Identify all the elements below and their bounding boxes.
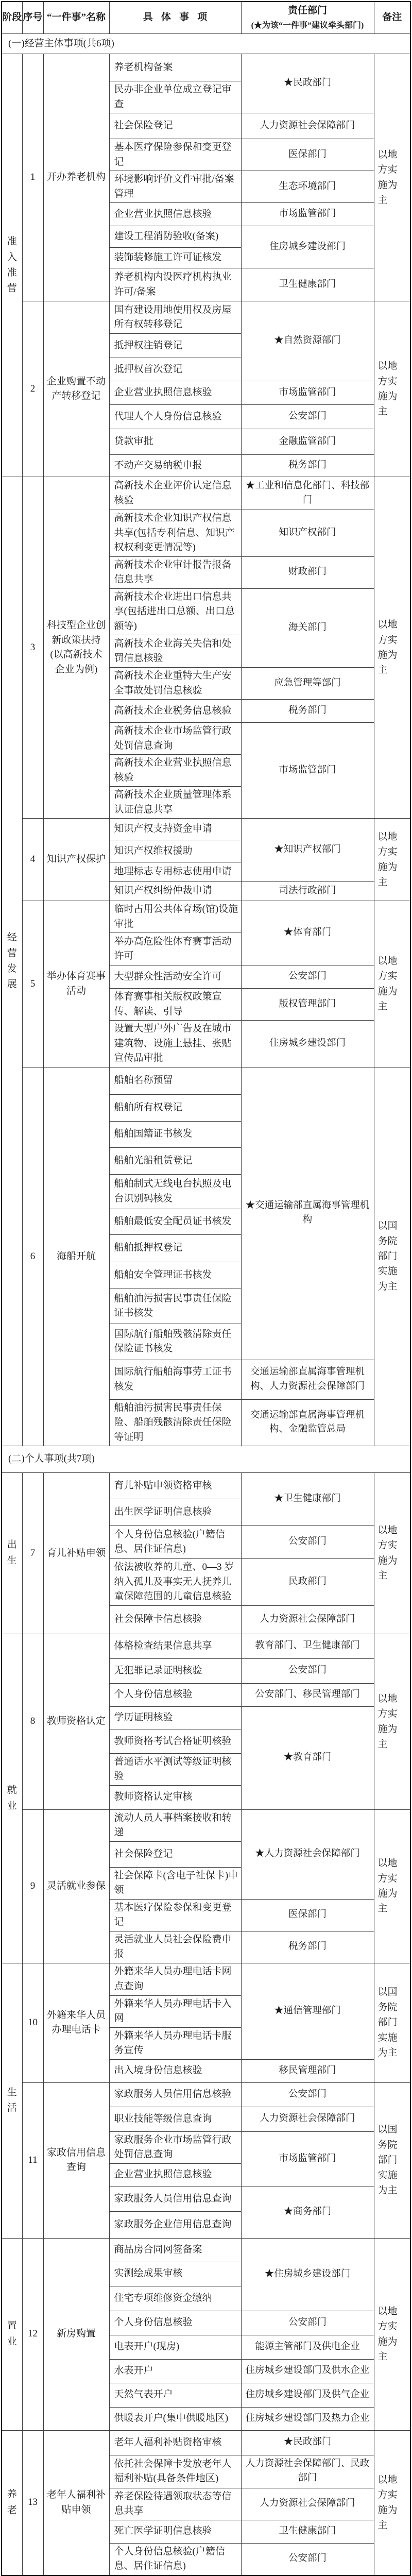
item-cell: 地理标志专用标志使用申请	[109, 862, 241, 882]
name-cell: 企业购置不动产转移登记	[43, 301, 109, 477]
seq-cell: 10	[22, 1963, 43, 2082]
dept-cell: 住房城乡建设部门及供气企业	[241, 2383, 374, 2407]
item-cell: 普通话水平测试等级证明核验	[109, 1753, 241, 1785]
header-dept	[241, 2, 374, 34]
seq-cell: 9	[22, 1809, 43, 1963]
name-cell: 家政信用信息查询	[43, 2082, 109, 2238]
stage-label: 置业	[7, 2320, 17, 2347]
name-cell: 海船开航	[43, 1067, 109, 1446]
dept-cell: 公安部门	[241, 2543, 374, 2575]
item-cell: 国有建设用地使用权及房屋所有权转移登记	[109, 301, 241, 334]
item-row	[2, 2238, 410, 2262]
dept-cell: 金融监管部门	[241, 429, 374, 455]
item-cell: 外籍来华人员办理电话卡入网	[109, 1995, 241, 2027]
dept-cell: 司法行政部门	[241, 882, 374, 901]
section-row	[2, 34, 410, 54]
seq-cell: 3	[22, 477, 43, 819]
dept-cell: 医保部门	[241, 139, 374, 171]
one-thing-matters-table	[1, 1, 411, 2576]
stage-label: 出生	[7, 1539, 17, 1566]
item-cell: 建设工程消防验收(备案)	[109, 226, 241, 248]
item-cell: 老年人福利补贴资格审核	[109, 2430, 241, 2455]
header-name: “一件事”名称	[43, 2, 109, 34]
item-cell: 船舶油污损害民事责任保险证书核发	[109, 1289, 241, 1324]
stage-label: 准入准营	[7, 236, 17, 294]
name-cell: 科技型企业创新政策扶持(以高新技术企业为例)	[43, 477, 109, 819]
dept-cell: 住房城乡建设部门及供水企业	[241, 2359, 374, 2383]
header-stage: 阶段	[2, 2, 22, 34]
item-cell: 高新技术企业审计报告报备信息共享	[109, 556, 241, 588]
dept-cell: ★住房城乡建设部门	[241, 2238, 374, 2311]
item-cell: 船舶名称预留	[109, 1067, 241, 1094]
item-cell: 知识产权支持资金申请	[109, 819, 241, 840]
item-cell: 企业营业执照信息核验	[109, 2163, 241, 2187]
remark-cell: 以地方实施为主	[374, 819, 410, 901]
item-cell: 船舶所有权登记	[109, 1094, 241, 1121]
dept-cell: 应急管理等部门	[241, 668, 374, 700]
dept-cell: 住房城乡建设部门	[241, 1021, 374, 1067]
item-cell: 国际航行船舶海事劳工证书核发	[109, 1360, 241, 1399]
item-cell: 无犯罪记录证明核验	[109, 1658, 241, 1683]
dept-cell: 能源主管部门及供电企业	[241, 2335, 374, 2359]
item-cell: 供暖表开户(集中供暖地区)	[109, 2407, 241, 2430]
item-cell: 商品房合同网签备案	[109, 2238, 241, 2262]
dept-cell: ★知识产权部门	[241, 819, 374, 882]
item-cell: 船舶最低安全配员证书核发	[109, 1209, 241, 1234]
item-cell: 贷款审批	[109, 429, 241, 455]
dept-cell: ★卫生健康部门	[241, 1473, 374, 1526]
item-row	[2, 901, 410, 933]
item-cell: 代理人个人身份信息核验	[109, 405, 241, 429]
item-cell: 船舶制式无线电台执照及电台识别码核发	[109, 1174, 241, 1209]
item-cell: 知识产权维权援助	[109, 840, 241, 862]
dept-cell: 生态环境部门	[241, 171, 374, 203]
dept-cell: 人力资源社会保障部门、民政部门	[241, 2455, 374, 2488]
seq-cell: 4	[22, 819, 43, 901]
dept-cell: 公安部门	[241, 965, 374, 989]
item-cell: 天然气表开户	[109, 2383, 241, 2407]
dept-cell: 教育部门、卫生健康部门	[241, 1634, 374, 1658]
seq-cell: 2	[22, 301, 43, 477]
dept-cell: 版权管理部门	[241, 989, 374, 1021]
dept-cell: 税务部门	[241, 455, 374, 477]
item-cell: 外籍来华人员办理电话卡网点查询	[109, 1963, 241, 1995]
item-cell: 死亡医学证明信息核验	[109, 2520, 241, 2543]
remark-cell: 以国务院部门实施为主	[374, 1963, 410, 2082]
stage-cell	[2, 2430, 22, 2575]
dept-cell: 税务部门	[241, 700, 374, 723]
item-cell: 高新技术企业税务信息核验	[109, 700, 241, 723]
item-cell: 外籍来华人员办理电话卡服务宣传	[109, 2027, 241, 2059]
item-row	[2, 54, 410, 81]
stage-cell	[2, 1473, 22, 1634]
item-cell: 举办高危险性体育赛事活动许可	[109, 933, 241, 965]
name-cell: 新房购置	[43, 2238, 109, 2430]
seq-cell: 13	[22, 2430, 43, 2575]
dept-cell: 财政部门	[241, 556, 374, 588]
stage-label: 养老	[7, 2489, 17, 2516]
item-cell: 流动人员人事档案接收和转递	[109, 1809, 241, 1841]
item-cell: 抵押权首次登记	[109, 358, 241, 381]
item-cell: 民办非企业单位成立登记审查	[109, 81, 241, 113]
dept-cell: 海关部门	[241, 588, 374, 668]
item-cell: 不动产交易纳税申报	[109, 455, 241, 477]
item-cell: 教师资格考试合格证明核验	[109, 1730, 241, 1753]
stage-cell	[2, 1634, 22, 1963]
dept-cell: ★人力资源社会保障部门	[241, 1809, 374, 1899]
dept-cell: 公安部门	[241, 1526, 374, 1559]
dept-cell: 人力资源社会保障部门	[241, 113, 374, 139]
header-seq: 序号	[22, 2, 43, 34]
name-cell: 育儿补贴申领	[43, 1473, 109, 1634]
item-cell: 大型群众性活动安全许可	[109, 965, 241, 989]
seq-cell: 8	[22, 1634, 43, 1809]
dept-cell: 公安部门	[241, 2082, 374, 2107]
item-cell: 环境影响评价文件审批/备案管理	[109, 171, 241, 203]
dept-cell: 税务部门	[241, 1931, 374, 1963]
remark-cell: 以地方实施为主	[374, 301, 410, 477]
remark-cell: 以地方实施为主	[374, 1809, 410, 1963]
item-cell: 依托社会保障卡发放老年人福利补贴(具备条件地区)	[109, 2455, 241, 2488]
item-cell: 体育赛事相关版权政策宣传、解读、引导	[109, 989, 241, 1021]
item-cell: 装饰装修施工许可证核发	[109, 248, 241, 268]
dept-cell: 人力资源社会保障部门	[241, 2488, 374, 2520]
name-cell: 知识产权保护	[43, 819, 109, 901]
item-cell: 高新技术企业海关失信和处罚信息核验	[109, 635, 241, 668]
item-cell: 家政服务人员信用信息核验	[109, 2082, 241, 2107]
item-cell: 抵押权注销登记	[109, 334, 241, 358]
dept-cell: 人力资源社会保障部门	[241, 1605, 374, 1634]
item-cell: 企业营业执照信息核验	[109, 381, 241, 405]
item-cell: 职业技能等级信息查询	[109, 2107, 241, 2131]
item-cell: 高新技术企业知识产权信息共享(包括专利信息、知识产权权利变更情况等)	[109, 510, 241, 557]
remark-cell: 以地方实施为主	[374, 1473, 410, 1634]
item-cell: 知识产权纠纷仲裁申请	[109, 882, 241, 901]
header-dept-note: (★为该“一件事”建议牵头部门)	[251, 21, 364, 30]
stage-cell	[2, 2238, 22, 2430]
item-row	[2, 477, 410, 510]
dept-cell: ★民政部门	[241, 54, 374, 113]
name-cell: 外籍来华人员办理电话卡	[43, 1963, 109, 2082]
item-cell: 个人身份信息核验(户籍信息、居住证信息)	[109, 1526, 241, 1559]
remark-cell: 以地方实施为主	[374, 2430, 410, 2575]
dept-cell: 卫生健康部门	[241, 268, 374, 301]
dept-cell: 人力资源社会保障部门	[241, 2107, 374, 2131]
dept-cell: 市场监管部门	[241, 2131, 374, 2187]
dept-cell: 公安部门	[241, 1658, 374, 1683]
dept-cell: 市场监管部门	[241, 381, 374, 405]
section-title: (一)经营主体事项(共6项)	[2, 34, 410, 54]
dept-cell: 交通运输部直属海事管理机构、金融监管总局	[241, 1399, 374, 1446]
item-cell: 企业营业执照信息核验	[109, 203, 241, 226]
item-cell: 依法被收养的儿童、0—3 岁纳入孤儿及事实无人抚养儿童保障范围的儿童信息核验	[109, 1559, 241, 1606]
item-cell: 船舶油污损害民事责任保险、船舶残骸清除责任保险等证明	[109, 1399, 241, 1446]
item-row	[2, 1963, 410, 1995]
dept-cell: ★工业和信息化部门、科技部门	[241, 477, 374, 510]
item-cell: 出入境身份信息核验	[109, 2059, 241, 2082]
section-title: (二)个人事项(共7项)	[2, 1446, 410, 1473]
dept-cell: ★民政部门	[241, 2430, 374, 2455]
item-cell: 社会保险登记	[109, 113, 241, 139]
item-cell: 高新技术企业市场监管行政处罚信息查询	[109, 723, 241, 755]
dept-cell: 公安部门、移民管理部门	[241, 1683, 374, 1706]
seq-cell: 11	[22, 2082, 43, 2238]
remark-cell: 以地方实施为主	[374, 1634, 410, 1809]
item-cell: 住宅专项维修资金缴纳	[109, 2286, 241, 2311]
name-cell: 教师资格认定	[43, 1634, 109, 1809]
seq-cell: 6	[22, 1067, 43, 1446]
dept-cell: ★自然资源部门	[241, 301, 374, 381]
item-cell: 高新技术企业质量管理体系认证信息共享	[109, 787, 241, 819]
dept-cell: 公安部门	[241, 2311, 374, 2335]
stage-cell	[2, 477, 22, 1446]
name-cell: 灵活就业参保	[43, 1809, 109, 1963]
dept-cell: 市场监管部门	[241, 723, 374, 819]
item-cell: 个人身份信息核验	[109, 1683, 241, 1706]
item-row	[2, 819, 410, 840]
remark-cell: 以地方实施为主	[374, 901, 410, 1067]
dept-cell: 交通运输部直属海事管理机构、人力资源社会保障部门	[241, 1360, 374, 1399]
item-cell: 家政服务人员信用信息查询	[109, 2187, 241, 2211]
item-cell: 灵活就业人员社会保险费申报	[109, 1931, 241, 1963]
seq-cell: 12	[22, 2238, 43, 2430]
header-items: 具体事项	[109, 2, 241, 34]
name-cell: 开办养老机构	[43, 54, 109, 301]
item-row	[2, 1634, 410, 1658]
item-cell: 设置大型户外广告及在城市建筑物、设施上悬挂、张贴宣传品审批	[109, 1021, 241, 1067]
item-cell: 体格检查结果信息共享	[109, 1634, 241, 1658]
item-cell: 个人身份信息核验	[109, 2311, 241, 2335]
stage-label: 就业	[7, 1785, 17, 1811]
name-cell: 举办体育赛事活动	[43, 901, 109, 1067]
stage-cell	[2, 1963, 22, 2238]
remark-cell: 以地方实施为主	[374, 477, 410, 819]
item-cell: 船舶光船租赁登记	[109, 1147, 241, 1174]
item-row	[2, 2430, 410, 2455]
item-cell: 船舶安全管理证书核发	[109, 1262, 241, 1289]
item-cell: 高新技术企业进出口信息共享(包括进出口总额、出口总额等)	[109, 588, 241, 635]
stage-cell	[2, 54, 22, 477]
item-cell: 养老机构内设医疗机构执业许可/备案	[109, 268, 241, 301]
remark-cell: 以地方实施为主	[374, 54, 410, 301]
dept-cell: ★交通运输部直属海事管理机构	[241, 1067, 374, 1360]
name-cell: 老年人福利补贴申领	[43, 2430, 109, 2575]
stage-label: 生活	[7, 2087, 17, 2113]
item-cell: 养老保险待遇领取状态等信息共享	[109, 2488, 241, 2520]
dept-cell: 移民管理部门	[241, 2059, 374, 2082]
item-cell: 电表开户(现房)	[109, 2335, 241, 2359]
section-row	[2, 1446, 410, 1473]
header-dept-title: 责任部门	[287, 5, 327, 16]
item-cell: 高新技术企业评价认定信息核验	[109, 477, 241, 510]
item-cell: 学历证明核验	[109, 1706, 241, 1730]
item-cell: 社会保险登记	[109, 1841, 241, 1867]
item-cell: 家政服务企业市场监管行政处罚信息查询	[109, 2131, 241, 2163]
item-cell: 基本医疗保险参保和变更登记	[109, 139, 241, 171]
item-cell: 社会保障卡信息核验	[109, 1605, 241, 1634]
seq-cell: 1	[22, 54, 43, 301]
stage-label: 经营发展	[7, 932, 17, 990]
item-cell: 社会保障卡(含电子社保卡)申领	[109, 1867, 241, 1899]
dept-cell: ★教育部门	[241, 1706, 374, 1809]
item-cell: 高新技术企业营业执照信息核验	[109, 755, 241, 787]
table-header-row	[2, 2, 410, 34]
dept-cell: 民政部门	[241, 1559, 374, 1606]
seq-cell: 7	[22, 1473, 43, 1634]
dept-cell: ★商务部门	[241, 2187, 374, 2238]
item-cell: 家政服务企业信用信息查询	[109, 2211, 241, 2238]
item-cell: 养老机构备案	[109, 54, 241, 81]
item-cell: 船舶国籍证书核发	[109, 1121, 241, 1147]
item-cell: 实测绘成果审核	[109, 2262, 241, 2286]
item-cell: 教师资格认定审核	[109, 1785, 241, 1809]
item-cell: 国际航行船舶残骸清除责任保险证书核发	[109, 1324, 241, 1360]
header-remark: 备注	[374, 2, 410, 34]
item-row	[2, 1067, 410, 1094]
dept-cell: ★通信管理部门	[241, 1963, 374, 2059]
dept-cell: 卫生健康部门	[241, 2520, 374, 2543]
item-cell: 出生医学证明信息核验	[109, 1499, 241, 1526]
item-cell: 临时占用公共体育场(馆)设施审批	[109, 901, 241, 933]
dept-cell: 知识产权部门	[241, 510, 374, 557]
item-row	[2, 1809, 410, 1841]
item-row	[2, 2082, 410, 2107]
dept-cell: 医保部门	[241, 1899, 374, 1931]
item-cell: 育儿补贴申领资格审核	[109, 1473, 241, 1499]
item-cell: 基本医疗保险参保和变更登记	[109, 1899, 241, 1931]
dept-cell: ★体育部门	[241, 901, 374, 965]
dept-cell: 公安部门	[241, 405, 374, 429]
remark-cell: 以国务院部门实施为主	[374, 2082, 410, 2238]
remark-cell: 以地方实施为主	[374, 2238, 410, 2430]
item-cell: 高新技术企业重特大生产安全事故处罚信息核验	[109, 668, 241, 700]
item-row	[2, 301, 410, 334]
item-cell: 个人身份信息核验(户籍信息、居住证信息)	[109, 2543, 241, 2575]
dept-cell: 市场监管部门	[241, 203, 374, 226]
dept-cell: 住房城乡建设部门及热力企业	[241, 2407, 374, 2430]
item-cell: 水表开户	[109, 2359, 241, 2383]
item-cell: 船舶抵押权登记	[109, 1234, 241, 1262]
dept-cell: 住房城乡建设部门	[241, 226, 374, 268]
seq-cell: 5	[22, 901, 43, 1067]
item-row	[2, 1473, 410, 1499]
remark-cell: 以国务院部门实施为主	[374, 1067, 410, 1446]
